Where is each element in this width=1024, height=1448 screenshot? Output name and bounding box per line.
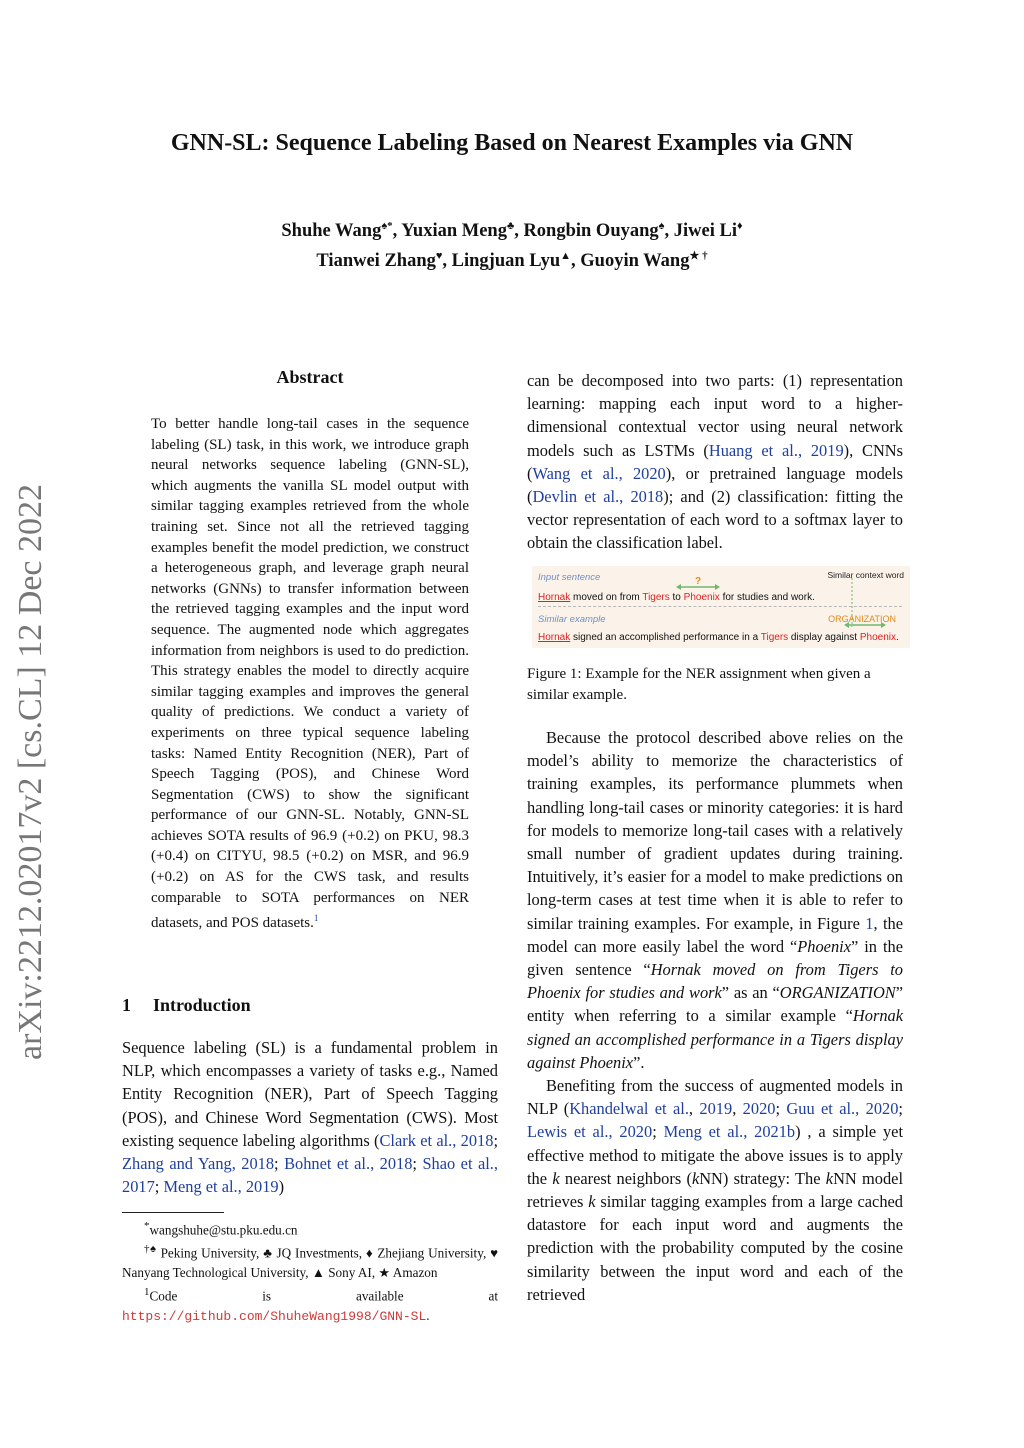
text-run: ;: [652, 1122, 664, 1142]
author-mark: ♠*: [381, 220, 393, 232]
text-run: can be decomposed into two parts: (1) representation learning: mapping each input word to a higher-dimensional contextual vector using neural network models such as LSTMs (: [527, 371, 903, 460]
section-title: Introduction: [153, 995, 251, 1015]
code-mark: 1: [144, 1285, 150, 1298]
fig-word: Hornak: [538, 632, 571, 643]
fig-text: moved on from: [570, 592, 643, 603]
figure-similar-label: Similar example: [538, 614, 606, 625]
right-paragraph-3: [527, 1074, 903, 1306]
text-run: k: [588, 1192, 596, 1212]
citation-link[interactable]: Zhang and Yang, 2018: [122, 1154, 275, 1174]
text-run: ;: [898, 1099, 903, 1119]
fig-text: display against: [788, 632, 860, 643]
arxiv-sidebar-id: arXiv:2212.02017v2 [cs.CL] 12 Dec 2022: [12, 483, 49, 1060]
code-text: Code is available at: [149, 1287, 498, 1303]
abstract-text: To better handle long-tail cases in the sequence labeling (SL) task, in this work, we introduce graph neural networks sequence labeling (GNN-SL), which augments the vanilla SL model output with similar tagging examples retrieved from the whole training set. Since not all the retrieved tagging examples benefit the model prediction, we construct a heterogeneous graph, and leverage graph neural networks (GNNs) to transfer information between the retrieved tagging examples and the input word sequence. The augmented node which aggregates information from neighbors is used to do prediction. This strategy enables the model to directly acquire similar tagging examples and improves the general quality of predictions. We conduct a variety of experiments on three typical sequence labeling tasks: Named Entity Recognition (NER), Part of Speech Tagging (POS), and Chinese Word Segmentation (CWS) to show the significant performance of our GNN-SL. Notably, GNN-SL achieves SOTA results of 96.9 (+0.2) on PKU, 98.3 (+0.4) on CITYU, 98.5 (+0.2) on MSR, and 96.9 (+0.2) on AS for the CWS task, and results comparable to SOTA performances on NER datasets, and POS datasets.: [151, 416, 469, 932]
citation-link[interactable]: Shao et al., 2017: [122, 1154, 498, 1197]
text-run: ,: [732, 1099, 743, 1119]
section-number: 1: [122, 995, 131, 1015]
section-heading: [122, 995, 273, 1016]
citation-link[interactable]: Wang et al., 2020: [532, 463, 666, 483]
text-run: ” entity when referring to a similar example “: [527, 983, 904, 1026]
text-run: ), or pretrained language models (: [527, 463, 903, 507]
author-mark: ♣: [506, 220, 515, 232]
author-mark: ♠: [658, 220, 665, 232]
author-name: Guoyin Wang: [580, 251, 690, 272]
email-text: wangshuhe@stu.pku.edu.cn: [149, 1222, 298, 1238]
author-mark: ♥: [435, 250, 443, 263]
citation-link[interactable]: Khandelwal et al.: [569, 1099, 689, 1119]
text-run: Because the protocol described above relies on the model’s ability to memorize the characteristics of training examples, its performance plummets when handling long-tail cases or minority categories: it is hard for models to memorize long-tail cases with a relatively small number of gradient updates during training. Intuitively, it’s easier for a model to make predictions on long-term cases at test time when it is able to refer to similar training examples. For example, in Figure: [527, 728, 903, 933]
citation-link[interactable]: Meng et al., 2019: [163, 1177, 279, 1197]
author-mark: ★ †: [689, 250, 708, 263]
text-run: ,: [688, 1099, 700, 1119]
author-list: [0, 214, 1024, 274]
author-name: Rongbin Ouyang: [523, 221, 659, 242]
footnote-ref[interactable]: 1: [313, 913, 319, 924]
citation-link[interactable]: 2019: [699, 1099, 733, 1119]
code-url-link[interactable]: https://github.com/ShuheWang1998/GNN-SL: [122, 1308, 427, 1324]
text-run: NN model retrieves: [527, 1168, 903, 1212]
fig-word: Tigers: [760, 632, 789, 643]
text-run: ” as an “: [721, 983, 780, 1003]
intro-paragraph: Sequence labeling (SL) is a fundamental problem in NLP, which encompasses a variety of tasks e.g., Named Entity Recognition (NER), Part of Speech Tagging (POS), and Chinese Word Segmentation (CWS). Most existing sequence labeling algorithms (Clark et al., 2018; Zhang and Yang, 2018; Bohnet et al., 2018; Shao et al., 2017; Meng et al., 2019): [122, 1038, 498, 1197]
text-run: Hornak moved on from Tigers to Phoenix for studies and work: [527, 960, 903, 1003]
fig-word: Hornak: [538, 592, 571, 603]
footnote-affiliations: [122, 1240, 498, 1283]
text-run: k: [825, 1168, 834, 1188]
text-run: nearest neighbors (: [559, 1168, 692, 1188]
affil-text: Peking University, ♣ JQ Investments, ♦ Zhejiang University, ♥ Nanyang Technological University, ▲ Sony AI, ★ Amazon: [122, 1245, 499, 1280]
author-line-2: Tianwei Zhang♥, Lingjuan Lyu▲, Guoyin Wang★ †: [316, 250, 708, 272]
author-line-1: Shuhe Wang♠*, Yuxian Meng♣, Rongbin Ouyang♠, Jiwei Li♦: [281, 220, 743, 242]
text-run: ), CNNs (: [527, 440, 903, 483]
author-name: Tianwei Zhang: [316, 251, 436, 272]
text-run: ;: [775, 1099, 787, 1119]
author-name: Jiwei Li: [673, 221, 737, 242]
citation-link[interactable]: Devlin et al., 2018: [532, 487, 664, 507]
fig-text: to: [669, 592, 684, 603]
figure-1: [532, 566, 910, 648]
citation-link[interactable]: Bohnet et al., 2018: [284, 1154, 413, 1174]
citation-link[interactable]: Huang et al., 2019: [708, 440, 844, 460]
figure-input-label: Input sentence: [538, 572, 601, 583]
text-run: k: [691, 1168, 700, 1188]
figure-divider: [538, 606, 902, 607]
text-run: ) , a simple yet effective method to mitigate the above issues is to apply the: [527, 1122, 904, 1188]
text-run: ORGANIZATION: [779, 983, 896, 1003]
fig-text: signed an accomplished performance in a: [570, 632, 761, 643]
text-run: Phoenix: [797, 936, 851, 956]
figure-input-sentence: [538, 592, 815, 603]
figure-question-mark: ?: [695, 576, 702, 587]
intro-text: Sequence labeling (SL) is a fundamental problem in NLP, which encompasses a variety of tasks e.g., Named Entity Recognition (NER), Part of Speech Tagging (POS), and Chinese Word Segmentation (CWS). Most existing sequence labeling algorithms (: [122, 1038, 498, 1150]
figure-similar-sentence: [538, 632, 899, 643]
text-run: Hornak signed an accomplished performance in a Tigers display against Phoenix: [527, 1006, 903, 1072]
citation-link[interactable]: Clark et al., 2018: [379, 1130, 494, 1150]
right-paragraphs: [527, 726, 903, 1306]
paper-title: GNN-SL: Sequence Labeling Based on Nearest Examples via GNN: [170, 130, 854, 156]
fig-word: Phoenix: [859, 632, 897, 643]
abstract-heading: Abstract: [276, 367, 344, 387]
text-run: similar tagging examples from a large cached datastore for each input word and augments the prediction with the probability computed by the cosine similarity between the input word and each of the retrieved: [527, 1192, 903, 1304]
fig-word: Phoenix: [683, 592, 720, 603]
author-name: Lingjuan Lyu: [451, 251, 561, 272]
footnote-email: *wangshuhe@stu.pku.edu.cn: [144, 1220, 298, 1238]
affil-mark: †♠: [144, 1242, 157, 1255]
figure-ref-link[interactable]: 1: [865, 913, 874, 933]
text-run: ” in the given sentence “: [527, 936, 903, 980]
citation-link[interactable]: Meng et al., 2021b: [663, 1122, 796, 1142]
text-run: , the model can more easily label the word “: [527, 913, 903, 956]
text-run: ”.: [633, 1052, 645, 1072]
fig-word: Tigers: [642, 592, 670, 603]
author-mark: ▲: [560, 250, 572, 263]
figure-context-label: Similar context word: [827, 570, 904, 580]
text-run: Benefiting from the success of augmented models in NLP (: [527, 1076, 903, 1119]
right-paragraph-2: [527, 726, 903, 1074]
citation-link[interactable]: Lewis et al., 2020: [527, 1122, 653, 1142]
figure-org-label: ORGANIZATION: [828, 614, 896, 624]
footnote-code: $^1$Code is available at https://github.com/ShuheWang1998/GNN-SL.: [122, 1285, 498, 1324]
footnotes: [122, 1217, 498, 1326]
author-name: Shuhe Wang: [281, 221, 382, 242]
right-paragraph-1: [527, 369, 903, 555]
author-mark: ♦: [736, 220, 743, 232]
fig-text: .: [896, 632, 899, 643]
author-name: Yuxian Meng: [401, 221, 507, 242]
text-run: ); and (2) classification: fitting the vector representation of each word to a softmax layer to obtain the classification label.: [527, 487, 903, 553]
citation-link[interactable]: 2020: [742, 1099, 776, 1119]
footnote-rule: [122, 1212, 224, 1213]
abstract-body: [151, 414, 469, 934]
figure-caption: Figure 1: Example for the NER assignment when given a similar example.: [527, 666, 871, 703]
citation-link[interactable]: Guu et al., 2020: [786, 1099, 899, 1119]
text-run: k: [552, 1168, 560, 1188]
fig-text: for studies and work.: [719, 592, 815, 603]
text-run: NN) strategy: The: [699, 1168, 826, 1188]
